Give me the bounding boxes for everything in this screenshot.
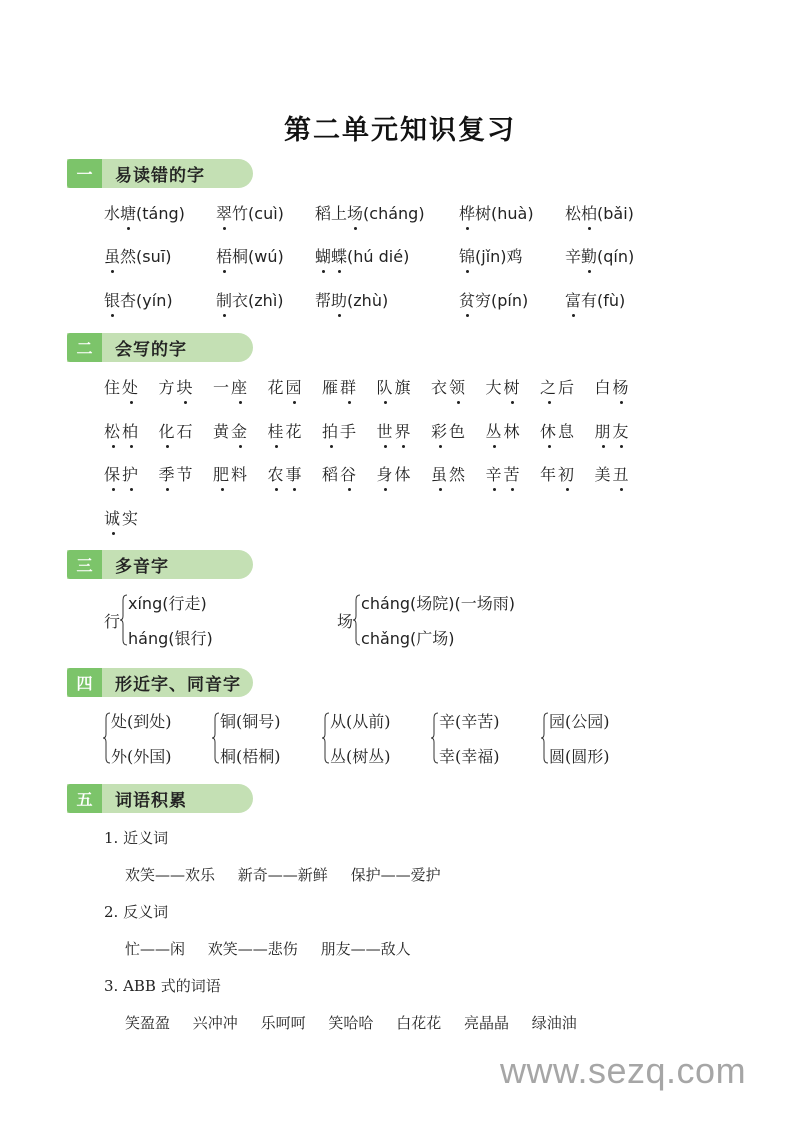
char: 衣	[431, 378, 450, 397]
emphasized-char: 化	[159, 419, 177, 442]
char: 穷	[475, 291, 492, 310]
pinyin: (huà)	[491, 204, 534, 223]
antonyms-list	[125, 938, 429, 959]
writable-word	[540, 419, 576, 442]
similar-char: 从(从前)	[330, 712, 391, 731]
char: 竹	[232, 204, 249, 223]
emphasized-char: 虽	[431, 462, 449, 485]
section-label: 会写的字	[115, 340, 187, 360]
char: 实	[122, 509, 141, 528]
char: 然	[120, 247, 137, 266]
writable-word	[322, 462, 358, 485]
writable-word	[322, 375, 358, 398]
brace-icon	[431, 712, 439, 764]
char: 有	[581, 291, 598, 310]
char: 帮	[315, 291, 332, 310]
pinyin: (yín)	[136, 291, 173, 310]
char: 辛	[565, 247, 582, 266]
char: 花	[285, 422, 304, 441]
char: 杏	[120, 291, 137, 310]
misread-word	[565, 201, 634, 224]
misread-word	[459, 201, 534, 224]
synonym-pair: 欢笑——欢乐	[125, 866, 216, 884]
emphasized-char: 勤	[581, 244, 597, 267]
emphasized-char: 世	[377, 419, 395, 442]
writable-word	[159, 375, 195, 398]
writable-word	[377, 419, 413, 442]
emphasized-char: 丛	[486, 419, 504, 442]
char: 一	[213, 378, 232, 397]
page-title: 第二单元知识复习	[284, 115, 516, 146]
char: 大	[485, 378, 504, 397]
emphasized-char: 季	[159, 462, 177, 485]
similar-char: 幸(幸福)	[439, 747, 500, 766]
emphasized-char: 谷	[340, 462, 358, 485]
emphasized-char: 银	[104, 288, 120, 311]
abb-heading: 3. ABB 式的词语	[104, 977, 221, 995]
emphasized-char: 锦	[459, 244, 475, 267]
pinyin: (táng)	[136, 204, 185, 223]
emphasized-char: 诚	[104, 506, 122, 529]
similar-char: 辛(辛苦)	[439, 712, 500, 731]
char: 年	[540, 465, 559, 484]
emphasized-char: 富	[565, 288, 581, 311]
emphasized-char: 界	[395, 419, 413, 442]
char: 体	[394, 465, 413, 484]
writable-word	[486, 419, 522, 442]
polyphone-reading: cháng(场院)(一场雨)	[361, 594, 516, 613]
misread-word	[104, 244, 171, 267]
polyphone-char: 行	[104, 611, 121, 631]
emphasized-char: 群	[340, 375, 358, 398]
char: 黄	[213, 422, 232, 441]
emphasized-char: 初	[558, 462, 576, 485]
misread-word	[216, 288, 284, 311]
char: 衣	[232, 291, 249, 310]
writable-word	[159, 462, 195, 485]
similar-char: 处(到处)	[111, 712, 172, 731]
char: 料	[231, 465, 250, 484]
emphasized-char: 杨	[613, 375, 631, 398]
misread-word	[459, 288, 528, 311]
emphasized-char: 制	[216, 288, 232, 311]
section-number: 五	[67, 784, 102, 813]
abb-list	[125, 1012, 595, 1033]
section-number: 二	[67, 333, 102, 362]
writable-word	[595, 419, 631, 442]
emphasized-char: 园	[286, 375, 304, 398]
pinyin: (wú)	[248, 247, 284, 266]
similar-char: 铜(铜号)	[220, 712, 281, 731]
emphasized-char: 队	[377, 375, 395, 398]
writable-word	[213, 375, 249, 398]
writable-word	[595, 462, 631, 485]
section-header-2	[67, 333, 253, 362]
section-label: 多音字	[115, 557, 169, 577]
abb-word: 白花花	[396, 1014, 442, 1032]
brace-icon	[322, 712, 330, 764]
abb-word: 兴冲冲	[192, 1014, 238, 1032]
emphasized-char: 蝴	[315, 244, 331, 267]
emphasized-char: 身	[377, 462, 395, 485]
emphasized-char: 块	[177, 375, 195, 398]
char: 石	[176, 422, 195, 441]
writable-word	[540, 375, 576, 398]
section-label: 词语积累	[115, 791, 187, 811]
char: 林	[503, 422, 522, 441]
synonyms-heading: 1. 近义词	[104, 829, 169, 847]
abb-word: 绿油油	[531, 1014, 577, 1032]
section-number: 四	[67, 668, 102, 697]
char: 稻	[315, 204, 332, 223]
emphasized-char: 翠	[216, 201, 232, 224]
emphasized-char: 丑	[613, 462, 631, 485]
char: 息	[558, 422, 577, 441]
writable-word	[431, 375, 467, 398]
section-number: 一	[67, 159, 102, 188]
misread-word	[104, 201, 185, 224]
emphasized-char: 座	[231, 375, 249, 398]
misread-word	[459, 244, 523, 267]
char: 美	[594, 465, 613, 484]
section-header-4	[67, 668, 253, 697]
emphasized-char: 辛	[486, 462, 504, 485]
char: 住	[104, 378, 123, 397]
brace-icon	[353, 594, 361, 646]
misread-word	[216, 201, 284, 224]
antonym-pair: 欢笑——悲伤	[207, 940, 298, 958]
abb-word: 亮晶晶	[463, 1014, 509, 1032]
writable-word	[377, 462, 413, 485]
emphasized-char: 肥	[213, 462, 231, 485]
emphasized-char: 松	[104, 419, 122, 442]
similar-char-pair	[322, 709, 391, 767]
char: 上	[331, 204, 348, 223]
pinyin: (zhì)	[248, 291, 284, 310]
emphasized-char: 之	[540, 375, 558, 398]
emphasized-char: 场	[347, 201, 363, 224]
emphasized-char: 虽	[104, 244, 120, 267]
similar-char-pair	[541, 709, 610, 767]
pinyin: (pín)	[491, 291, 529, 310]
char: 桐	[232, 247, 249, 266]
writable-word	[431, 462, 467, 485]
pinyin: (bǎi)	[597, 204, 634, 223]
pinyin: (qín)	[597, 247, 635, 266]
abb-word: 笑哈哈	[328, 1014, 374, 1032]
synonyms-list	[125, 864, 459, 885]
similar-char-pair	[212, 709, 281, 767]
emphasized-char: 护	[122, 462, 140, 485]
misread-word	[565, 244, 634, 267]
emphasized-char: 塘	[120, 201, 136, 224]
writable-word	[486, 375, 522, 398]
emphasized-char: 树	[504, 375, 522, 398]
section-label: 形近字、同音字	[115, 675, 241, 695]
brace-icon	[120, 594, 128, 646]
char: 水	[104, 204, 121, 223]
misread-word	[216, 244, 284, 267]
writable-word	[213, 419, 249, 442]
emphasized-char: 苦	[504, 462, 522, 485]
polyphone-item	[337, 591, 515, 649]
emphasized-char: 桦	[459, 201, 475, 224]
emphasized-char: 金	[231, 419, 249, 442]
section-label: 易读错的字	[115, 166, 205, 186]
emphasized-char: 助	[331, 288, 347, 311]
char: 白	[594, 378, 613, 397]
misread-word	[104, 288, 173, 311]
polyphone-reading: háng(银行)	[128, 629, 213, 648]
emphasized-char: 保	[104, 462, 122, 485]
misread-word	[315, 244, 409, 267]
pinyin: (cháng)	[363, 204, 425, 223]
emphasized-char: 桂	[268, 419, 286, 442]
emphasized-char: 领	[449, 375, 467, 398]
char: 旗	[394, 378, 413, 397]
writable-word	[486, 462, 522, 485]
similar-char-pair	[103, 709, 172, 767]
char: 色	[449, 422, 468, 441]
writable-word	[377, 375, 413, 398]
emphasized-char: 柏	[122, 419, 140, 442]
misread-word	[315, 288, 388, 311]
polyphone-char: 场	[337, 611, 354, 631]
synonym-pair: 新奇——新鲜	[237, 866, 328, 884]
similar-char-pair	[431, 709, 500, 767]
char: 方	[158, 378, 177, 397]
emphasized-char: 蝶	[331, 244, 347, 267]
similar-char: 桐(梧桐)	[220, 747, 281, 766]
synonym-pair: 保护——爱护	[350, 866, 441, 884]
watermark: www.sezq.com	[500, 1050, 747, 1091]
writable-word	[104, 506, 140, 529]
similar-char: 外(外国)	[111, 747, 172, 766]
similar-char: 圆(圆形)	[549, 747, 610, 766]
misread-word	[315, 201, 425, 224]
emphasized-char: 事	[286, 462, 304, 485]
similar-char: 园(公园)	[549, 712, 610, 731]
emphasized-char: 农	[268, 462, 286, 485]
writable-word	[268, 419, 304, 442]
writable-word	[268, 462, 304, 485]
section-number: 三	[67, 550, 102, 579]
writable-word	[268, 375, 304, 398]
misread-word	[565, 288, 625, 311]
pinyin: (zhù)	[347, 291, 389, 310]
char: 鸡	[506, 247, 523, 266]
antonym-pair: 朋友——敌人	[320, 940, 411, 958]
char: 松	[565, 204, 582, 223]
pinyin: (suī)	[136, 247, 172, 266]
emphasized-char: 友	[613, 419, 631, 442]
writable-word	[322, 419, 358, 442]
writable-word	[104, 462, 140, 485]
writable-word	[213, 462, 249, 485]
section-header-1	[67, 159, 253, 188]
writable-word	[540, 462, 576, 485]
writable-word	[104, 419, 140, 442]
emphasized-char: 处	[122, 375, 140, 398]
writable-word	[159, 419, 195, 442]
abb-word: 笑盈盈	[125, 1014, 171, 1032]
section-header-5	[67, 784, 253, 813]
char: 手	[340, 422, 359, 441]
pinyin: (cuì)	[248, 204, 284, 223]
antonym-pair: 忙——闲	[125, 940, 186, 958]
emphasized-char: 彩	[431, 419, 449, 442]
section-header-3	[67, 550, 253, 579]
emphasized-char: 休	[540, 419, 558, 442]
writable-word	[595, 375, 631, 398]
char: 花	[267, 378, 286, 397]
writable-word	[104, 375, 140, 398]
pinyin: (hú dié)	[347, 247, 410, 266]
char: 树	[475, 204, 492, 223]
polyphone-item	[104, 591, 213, 649]
writable-word	[431, 419, 467, 442]
char: 节	[176, 465, 195, 484]
pinyin: (fù)	[597, 291, 626, 310]
antonyms-heading: 2. 反义词	[104, 903, 169, 921]
emphasized-char: 朋	[595, 419, 613, 442]
emphasized-char: 梧	[216, 244, 232, 267]
char: 稻	[322, 465, 341, 484]
abb-word: 乐呵呵	[260, 1014, 306, 1032]
pinyin: (jǐn)	[475, 247, 507, 266]
polyphone-reading: chǎng(广场)	[361, 629, 455, 648]
char: 然	[449, 465, 468, 484]
char: 后	[558, 378, 577, 397]
emphasized-char: 贫	[459, 288, 475, 311]
brace-icon	[541, 712, 549, 764]
emphasized-char: 拍	[322, 419, 340, 442]
brace-icon	[212, 712, 220, 764]
emphasized-char: 柏	[581, 201, 597, 224]
polyphone-reading: xíng(行走)	[128, 594, 207, 613]
similar-char: 丛(树丛)	[330, 747, 391, 766]
brace-icon	[103, 712, 111, 764]
char: 雁	[322, 378, 341, 397]
